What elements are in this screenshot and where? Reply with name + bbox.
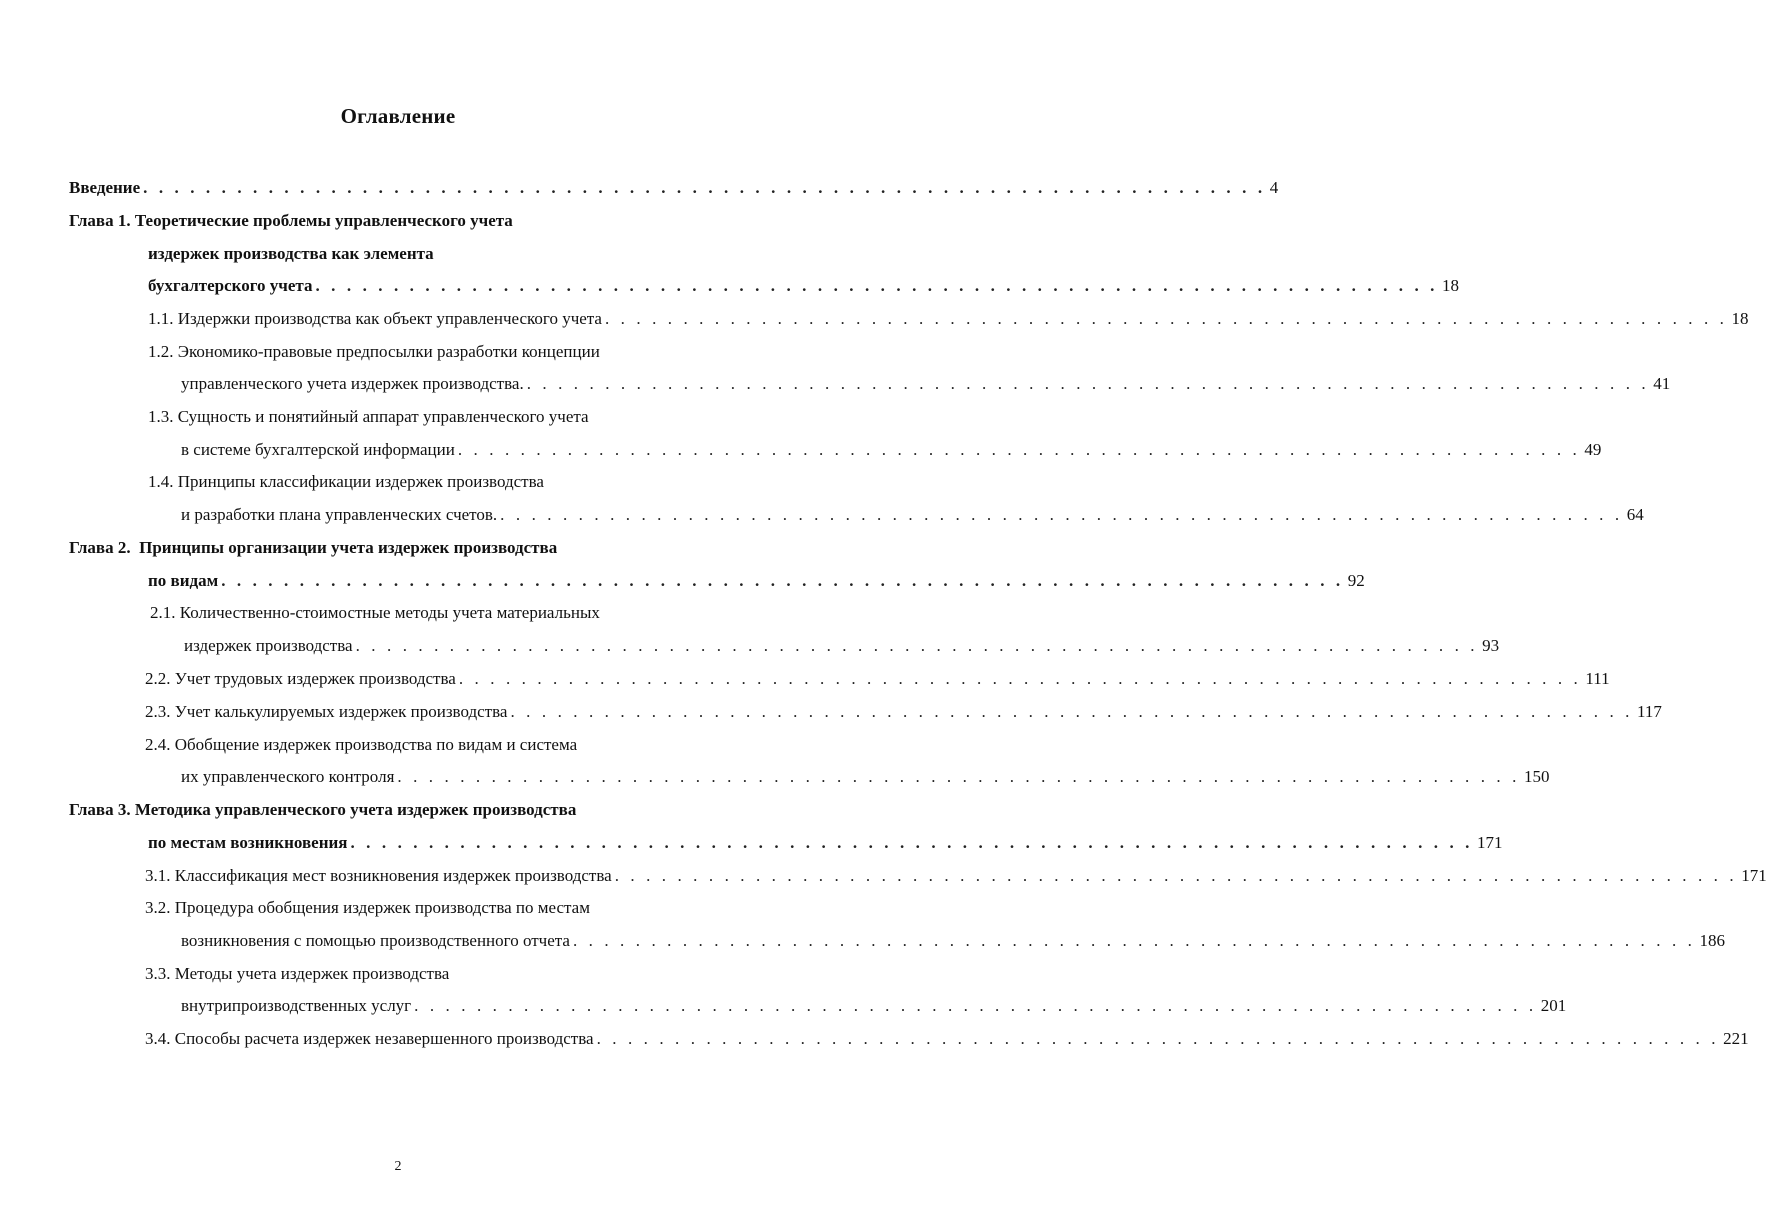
toc-page-number: 4 (1269, 178, 1279, 197)
toc-page-number: 171 (1477, 833, 1503, 852)
toc-entry-title-cont: по видам (148, 571, 219, 590)
dot-leader: . . . . . . . . . . . . . . . . . . . . . . . . . . . . . . . . . . . . . . . . . . . . . . . . . . . . . . . . . . . . . . . . . . . . . . . . (604, 309, 1728, 328)
toc-line-chapter-3-cont (148, 831, 1503, 855)
toc-page-number: 150 (1523, 767, 1550, 786)
toc-line-chapter-2 (69, 536, 557, 560)
toc-line-section-cont (181, 438, 1602, 462)
toc-line-section (148, 405, 589, 429)
toc-entry-title: 1.3. Сущность и понятийный аппарат управленческого учета (148, 407, 589, 426)
dot-leader: . . . . . . . . . . . . . . . . . . . . . . . . . . . . . . . . . . . . . . . . . . . . . . . . . . . . . . . . . . . . . . . . . . . . . . . . (614, 866, 1738, 885)
toc-line-section (145, 733, 577, 757)
toc-line-section (148, 307, 1749, 331)
dot-leader: . . . . . . . . . . . . . . . . . . . . . . . . . . . . . . . . . . . . . . . . . . . . . . . . . . . . . . . . . . . . . . . . . . . . . . . . (350, 833, 1474, 852)
dot-leader: . . . . . . . . . . . . . . . . . . . . . . . . . . . . . . . . . . . . . . . . . . . . . . . . . . . . . . . . . . . . . . . . . . . . . . . . (414, 996, 1537, 1015)
toc-entry-title-cont: в системе бухгалтерской информации (181, 440, 455, 459)
toc-entry-title-cont: издержек производства (184, 636, 353, 655)
dot-leader: . . . . . . . . . . . . . . . . . . . . . . . . . . . . . . . . . . . . . . . . . . . . . . . . . . . . . . . . . . . . . . . . . . . . . . . . (143, 178, 1266, 197)
toc-entry-title-cont: управленческого учета издержек производства. (181, 374, 524, 393)
toc-page-number: 49 (1584, 440, 1602, 459)
toc-line-chapter-1-cont (148, 274, 1460, 298)
toc-line-section-cont (181, 372, 1671, 396)
toc-page-number: 117 (1637, 702, 1662, 721)
toc-entry-title: 1.2. Экономико-правовые предпосылки разработки концепции (148, 342, 600, 361)
toc-line-section-cont (181, 765, 1550, 789)
toc-line-chapter-1 (69, 209, 513, 233)
toc-entry-title-cont: внутрипроизводственных услуг (181, 996, 412, 1015)
toc-page-number: 93 (1482, 636, 1500, 655)
toc-entry-title: Глава 1. Теоретические проблемы управленческого учета (69, 211, 513, 230)
toc-entry-title: 3.1. Классификация мест возникновения издержек производства (145, 866, 612, 885)
toc-entry-title-cont: издержек производства как элемента (148, 244, 434, 263)
dot-leader: . . . . . . . . . . . . . . . . . . . . . . . . . . . . . . . . . . . . . . . . . . . . . . . . . . . . . . . . . . . . . . . . . . . . . . . . (221, 571, 1344, 590)
toc-line-section (148, 340, 600, 364)
dot-leader: . . . . . . . . . . . . . . . . . . . . . . . . . . . . . . . . . . . . . . . . . . . . . . . . . . . . . . . . . . . . . . . . . . . . . . . . (510, 702, 1634, 721)
toc-line-section (145, 1027, 1749, 1051)
toc-page-number: 18 (1731, 309, 1749, 328)
toc-line-section-cont (181, 994, 1567, 1018)
toc-entry-title-cont: бухгалтерского учета (148, 276, 313, 295)
toc-line-section (145, 864, 1767, 888)
toc-entry-title: Глава 2. Принципы организации учета издержек производства (69, 538, 558, 557)
toc-page-number: 171 (1741, 866, 1767, 885)
dot-leader: . . . . . . . . . . . . . . . . . . . . . . . . . . . . . . . . . . . . . . . . . . . . . . . . . . . . . . . . . . . . . . . . . . . . . . . . (458, 669, 1582, 688)
dot-leader: . . . . . . . . . . . . . . . . . . . . . . . . . . . . . . . . . . . . . . . . . . . . . . . . . . . . . . . . . . . . . . . . . . . . . . . . (315, 276, 1439, 295)
toc-line-chapter-1-cont (148, 242, 434, 266)
dot-leader: . . . . . . . . . . . . . . . . . . . . . . . . . . . . . . . . . . . . . . . . . . . . . . . . . . . . . . . . . . . . . . . . . . . . . . . . (355, 636, 1479, 655)
toc-line-section (150, 601, 600, 625)
dot-leader: . . . . . . . . . . . . . . . . . . . . . . . . . . . . . . . . . . . . . . . . . . . . . . . . . . . . . . . . . . . . . . . . . . . . . . . . (596, 1029, 1720, 1048)
toc-entry-title: 1.1. Издержки производства как объект управленческого учета (148, 309, 602, 328)
dot-leader: . . . . . . . . . . . . . . . . . . . . . . . . . . . . . . . . . . . . . . . . . . . . . . . . . . . . . . . . . . . . . . . . . . . . . . . . (526, 374, 1650, 393)
toc-line-section (145, 962, 449, 986)
toc-entry-title-cont: их управленческого контроля (181, 767, 395, 786)
toc-page-number: 186 (1699, 931, 1726, 950)
toc-entry-title-cont: возникновения с помощью производственного отчета (181, 931, 570, 950)
toc-line-section-cont (184, 634, 1500, 658)
toc-page-number: 111 (1585, 669, 1610, 688)
dot-leader: . . . . . . . . . . . . . . . . . . . . . . . . . . . . . . . . . . . . . . . . . . . . . . . . . . . . . . . . . . . . . . . . . . . . . . . . (572, 931, 1696, 950)
toc-line-section (148, 470, 544, 494)
toc-page-number: 221 (1723, 1029, 1749, 1048)
toc-entry-title: 3.4. Способы расчета издержек незавершенного производства (145, 1029, 594, 1048)
toc-entry-title: 1.4. Принципы классификации издержек производства (148, 472, 544, 491)
toc-line-chapter-2-cont (148, 569, 1365, 593)
toc-line-section (145, 700, 1662, 724)
toc-entry-title: 2.3. Учет калькулируемых издержек производства (145, 702, 508, 721)
toc-page-number: 41 (1653, 374, 1671, 393)
toc-line-section (145, 667, 1610, 691)
dot-leader: . . . . . . . . . . . . . . . . . . . . . . . . . . . . . . . . . . . . . . . . . . . . . . . . . . . . . . . . . . . . . . . . . . . . . . . . (500, 505, 1623, 524)
toc-line-intro (69, 176, 1279, 200)
dot-leader: . . . . . . . . . . . . . . . . . . . . . . . . . . . . . . . . . . . . . . . . . . . . . . . . . . . . . . . . . . . . . . . . . . . . . . . . (457, 440, 1581, 459)
page-number: 2 (394, 1159, 402, 1174)
toc-page-number: 92 (1347, 571, 1365, 590)
toc-line-section-cont (181, 929, 1726, 953)
toc-entry-title-cont: и разработки плана управленческих счетов. (181, 505, 498, 524)
toc-entry-title: 2.2. Учет трудовых издержек производства (145, 669, 456, 688)
toc-line-chapter-3 (69, 798, 576, 822)
toc-entry-title: 2.1. Количественно-стоимостные методы учета материальных (150, 603, 600, 622)
dot-leader: . . . . . . . . . . . . . . . . . . . . . . . . . . . . . . . . . . . . . . . . . . . . . . . . . . . . . . . . . . . . . . . . . . . . . . . . (397, 767, 1520, 786)
toc-page-number: 201 (1540, 996, 1567, 1015)
toc-entry-title: 3.2. Процедура обобщения издержек производства по местам (145, 898, 590, 917)
toc-entry-title: Введение (69, 178, 141, 197)
toc-entry-title-cont: по местам возникновения (148, 833, 348, 852)
toc-entry-title: 2.4. Обобщение издержек производства по видам и система (145, 735, 578, 754)
toc-page-number: 18 (1442, 276, 1460, 295)
toc-line-section (145, 896, 590, 920)
toc-line-section-cont (181, 503, 1644, 527)
toc-entry-title: 3.3. Методы учета издержек производства (145, 964, 450, 983)
page-title: Оглавление (340, 104, 456, 128)
toc-page-number: 64 (1626, 505, 1644, 524)
toc-entry-title: Глава 3. Методика управленческого учета издержек производства (69, 800, 577, 819)
